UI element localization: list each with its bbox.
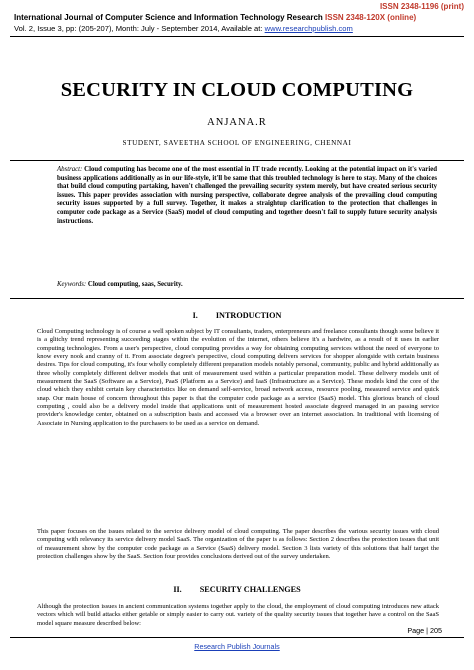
paper-title: SECURITY IN CLOUD COMPUTING (60, 79, 414, 101)
security-paragraph-1: Although the protection issues in ancient communication systems together apply to the cloud, the employment of cloud computing introduces new attack vectors which will build attacks either getable or simply easier to carry out. variety of the quality security issues that together have a control on the SaaS model square measure described below: (37, 603, 439, 627)
issn-online: ISSN 2348-120X (online) (325, 13, 417, 22)
volume-line (14, 24, 466, 33)
keywords-values: Cloud computing, saas, Security. (87, 281, 183, 288)
author-name: ANJANA.R (207, 117, 267, 128)
section-number: I. (192, 311, 198, 320)
footer-divider (10, 637, 464, 638)
intro-paragraph-2: This paper focuses on the issues related to the service delivery model of cloud computing. The paper describes the various security issues with cloud computing with relevancy its service delivery model SaaS. The organization of the paper is as follows: Section 2 describes the protection issues that unit of measurement show by the computer code package as a Service (SaaS) delivery model. Section 3 lists variety of this solutions that half target the protection challenges show by the SaaS. Section four provides conclusions derived out of the survey undertaken. (37, 528, 439, 561)
journal-line (14, 13, 466, 22)
keywords (57, 281, 437, 288)
volume-info: Vol. 2, Issue 3, pp: (205-207), Month: July - September 2014, Available at: (14, 24, 263, 33)
section-title: SECURITY CHALLENGES (199, 585, 301, 594)
header-divider (10, 36, 464, 37)
section-number: II. (173, 585, 182, 594)
publisher-link[interactable]: Research Publish Journals (194, 642, 280, 651)
author-affiliation: STUDENT, SAVEETHA SCHOOL OF ENGINEERING, CHENNAI (122, 139, 352, 147)
journal-name: International Journal of Computer Science and Information Technology Research (14, 13, 323, 22)
abstract-top-divider (10, 160, 464, 161)
section-heading-security-challenges (0, 585, 474, 594)
abstract-bottom-divider (10, 298, 464, 299)
abstract (57, 166, 437, 226)
website-link[interactable]: www.researchpublish.com (264, 24, 353, 33)
issn-print: ISSN 2348-1196 (print) (379, 2, 464, 11)
abstract-text: Cloud computing has become one of the most essential in IT trade recently. Looking at the potential impact on it's varied business applications additionally as in our life-style, it'll be same that this troubled technology is here to stay. Many of the choices that build cloud computing partaking, haven't challenged the prevailing security system merely, but have created serious security issues. This paper provides association with nursing perspective, collaborate degree analysis of the prevailing cloud computing security issues supported by a full survey. Together, it makes a straightup clarification to the protection that challenges in computer code package as a Service (SaaS) model of cloud computing and together doesn't fail to supply future security analysis instructions. (57, 166, 437, 225)
intro-paragraph-1: Cloud Computing technology is of course a well spoken subject by IT consultants, traders, enterpreneurs and freelance consultants though some believe it is a glitchy trend representing succeeding stages within the evolution of the internet, others believe it's a hardwire, as a result of it uses in earlier computing technologies. From a user's perspective, cloud computing provides a way for obtaining computing services without the need of everyone to know every nook and cranny of it. From associate degree's perspective, cloud computing delivers services for shopper alongside with certain business desires. Tips for cloud computing, it's four wholly completely different preparation models notably personal, community, public and hybrid additionally as three wholly completely different deliver models that unit of measurement used within a particular preparation model. These delivery models unit of measurement the SaaS (Software as a Service), PaaS (Platform as a Service) and IaaS (Infrastructure as a Service). These models kind the core of the cloud which they exhibit certain key characteristics like on demand self-service, broad network access, resource pooling, measured service and quick snap. Our main house of concern throughout this paper is that the computer code package as a service (SaaS) model. This glorious branch of cloud computing , could also be a delivery model inside that applications unit of measurement hosted associate degreed managed in an passing service provider's knowledge center, obtained on a subscription basis and accessed via a browser over an internet association. In traditional with licensing of Associate in Nursing application to the purchasers to be used as a service on demand. (37, 328, 439, 427)
section-title: INTRODUCTION (215, 311, 282, 320)
keywords-label: Keywords: (57, 281, 87, 288)
abstract-label: Abstract: (57, 166, 83, 173)
section-heading-introduction (0, 311, 474, 320)
page-number: Page | 205 (407, 626, 442, 635)
